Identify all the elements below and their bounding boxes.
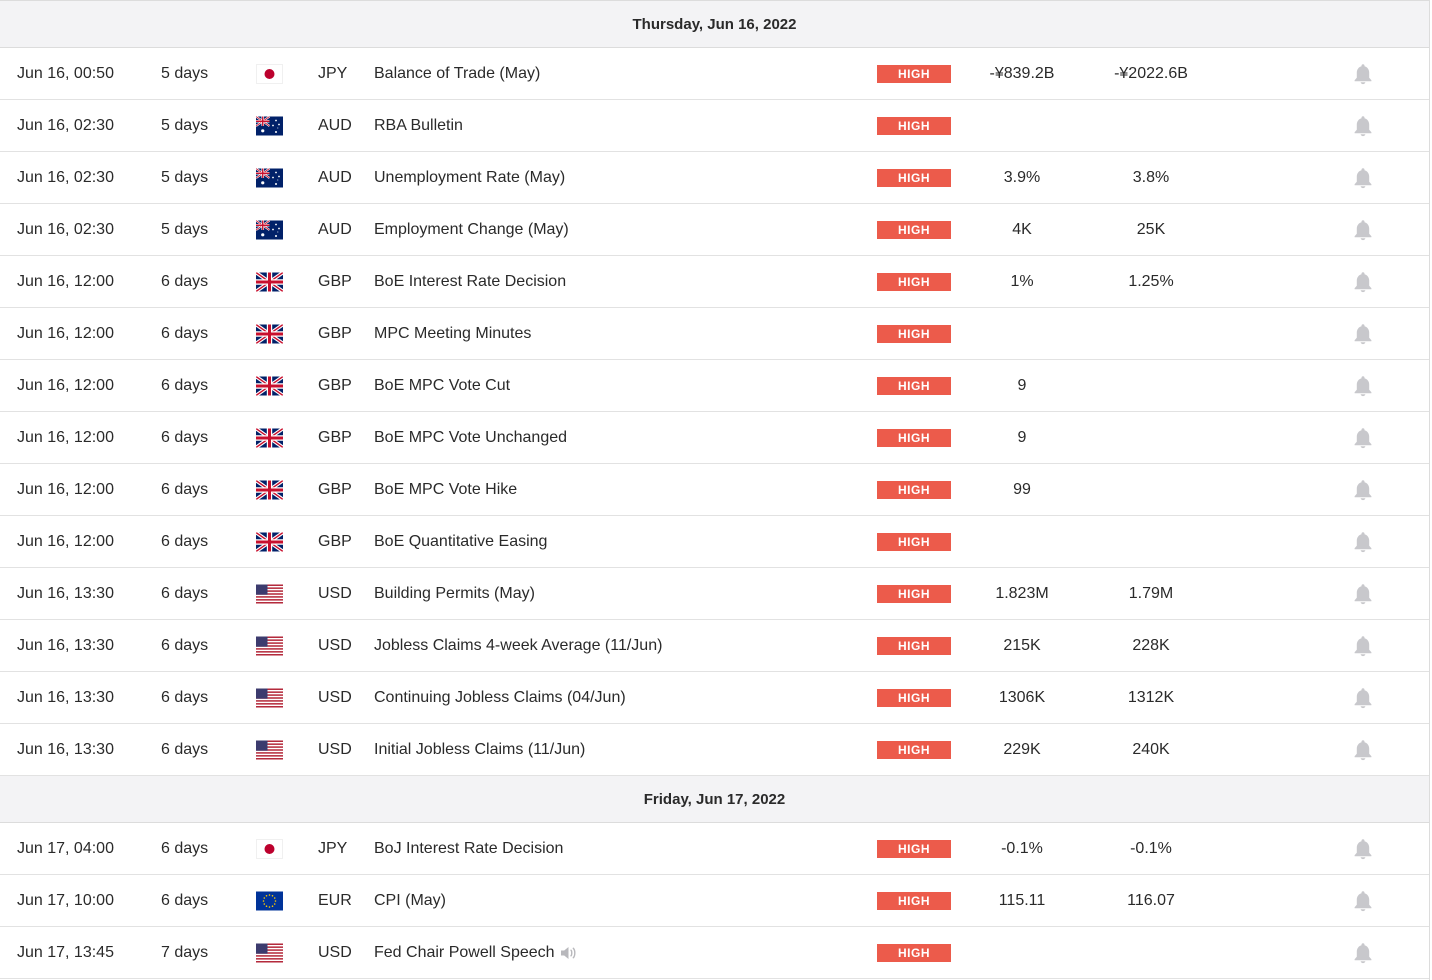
- event-name-text: Balance of Trade (May): [374, 64, 541, 82]
- actual-value: 215K: [1003, 636, 1041, 654]
- forecast-value: 116.07: [1127, 891, 1175, 909]
- actual-value: 115.11: [998, 891, 1046, 909]
- impact-badge: HIGH: [877, 169, 951, 187]
- forecast-value: 1.25%: [1128, 272, 1174, 290]
- impact-badge: HIGH: [877, 689, 951, 707]
- impact-badge: HIGH: [877, 585, 951, 603]
- time-remaining: 6 days: [161, 376, 209, 394]
- event-name[interactable]: [374, 221, 569, 239]
- table-row[interactable]: [0, 256, 1429, 308]
- table-row[interactable]: [0, 360, 1429, 412]
- jp-flag-icon: [256, 839, 283, 858]
- currency-code: USD: [318, 688, 352, 706]
- bell-icon[interactable]: [1352, 270, 1374, 294]
- actual-value: 1.823M: [995, 584, 1049, 602]
- table-row[interactable]: [0, 927, 1429, 979]
- jp-flag-icon: [256, 64, 283, 83]
- time-remaining: 5 days: [161, 116, 209, 134]
- currency-code: USD: [318, 740, 352, 758]
- impact-badge: HIGH: [877, 377, 951, 395]
- forecast-value: 3.8%: [1132, 168, 1170, 186]
- time-remaining: 6 days: [161, 636, 209, 654]
- event-name[interactable]: [374, 689, 626, 707]
- day-header: Thursday, Jun 16, 2022: [0, 1, 1429, 48]
- event-name[interactable]: [374, 585, 535, 603]
- time-remaining: 6 days: [161, 740, 209, 758]
- event-name[interactable]: [374, 325, 531, 343]
- event-time: Jun 16, 12:00: [17, 480, 114, 498]
- gb-flag-icon: [256, 532, 283, 551]
- bell-icon[interactable]: [1352, 166, 1374, 190]
- impact-badge: HIGH: [877, 637, 951, 655]
- event-name[interactable]: [374, 65, 540, 83]
- event-name-text: Initial Jobless Claims (11/Jun): [374, 740, 586, 758]
- us-flag-icon: [256, 740, 283, 759]
- impact-badge: HIGH: [877, 65, 951, 83]
- currency-code: GBP: [318, 376, 352, 394]
- currency-code: GBP: [318, 480, 352, 498]
- bell-icon[interactable]: [1352, 941, 1374, 965]
- event-name-text: Employment Change (May): [374, 220, 569, 238]
- currency-code: AUD: [318, 116, 352, 134]
- bell-icon[interactable]: [1352, 478, 1374, 502]
- bell-icon[interactable]: [1352, 686, 1374, 710]
- table-row[interactable]: [0, 100, 1429, 152]
- gb-flag-icon: [256, 428, 283, 447]
- actual-value: 4K: [1012, 220, 1032, 238]
- event-time: Jun 16, 13:30: [17, 740, 114, 758]
- event-name-text: RBA Bulletin: [374, 116, 463, 134]
- event-name[interactable]: [374, 892, 446, 910]
- event-name-text: Jobless Claims 4-week Average (11/Jun): [374, 636, 663, 654]
- event-name-text: BoE Quantitative Easing: [374, 532, 548, 550]
- impact-badge: HIGH: [877, 741, 951, 759]
- event-time: Jun 16, 00:50: [17, 64, 114, 82]
- au-flag-icon: [256, 168, 283, 187]
- bell-icon[interactable]: [1352, 582, 1374, 606]
- event-name-text: MPC Meeting Minutes: [374, 324, 532, 342]
- event-name-text: BoE MPC Vote Hike: [374, 480, 518, 498]
- forecast-value: -0.1%: [1130, 839, 1172, 857]
- time-remaining: 5 days: [161, 168, 209, 186]
- impact-badge: HIGH: [877, 944, 951, 962]
- actual-value: 3.9%: [1003, 168, 1041, 186]
- bell-icon[interactable]: [1352, 889, 1374, 913]
- table-row[interactable]: [0, 308, 1429, 360]
- currency-code: AUD: [318, 220, 352, 238]
- event-name[interactable]: [374, 429, 567, 447]
- impact-badge: HIGH: [877, 221, 951, 239]
- impact-badge: HIGH: [877, 325, 951, 343]
- event-time: Jun 16, 02:30: [17, 116, 114, 134]
- time-remaining: 6 days: [161, 272, 209, 290]
- gb-flag-icon: [256, 376, 283, 395]
- forecast-value: 240K: [1132, 740, 1170, 758]
- event-name[interactable]: [374, 481, 517, 499]
- event-name[interactable]: [374, 169, 565, 187]
- event-name[interactable]: [374, 840, 563, 858]
- currency-code: USD: [318, 584, 352, 602]
- bell-icon[interactable]: [1352, 322, 1374, 346]
- time-remaining: 5 days: [161, 64, 209, 82]
- impact-badge: HIGH: [877, 892, 951, 910]
- gb-flag-icon: [256, 272, 283, 291]
- time-remaining: 6 days: [161, 891, 209, 909]
- table-row[interactable]: [0, 672, 1429, 724]
- event-name[interactable]: [374, 273, 566, 291]
- table-row[interactable]: [0, 568, 1429, 620]
- bell-icon[interactable]: [1352, 530, 1374, 554]
- event-name-text: BoE Interest Rate Decision: [374, 272, 567, 290]
- event-name-text: Continuing Jobless Claims (04/Jun): [374, 688, 626, 706]
- time-remaining: 6 days: [161, 428, 209, 446]
- event-name[interactable]: [374, 944, 579, 962]
- event-time: Jun 16, 12:00: [17, 272, 114, 290]
- time-remaining: 7 days: [161, 943, 209, 961]
- impact-badge: HIGH: [877, 840, 951, 858]
- event-time: Jun 16, 12:00: [17, 324, 114, 342]
- table-row[interactable]: [0, 152, 1429, 204]
- eu-flag-icon: [256, 891, 283, 910]
- table-row[interactable]: [0, 724, 1429, 776]
- currency-code: GBP: [318, 272, 352, 290]
- impact-badge: HIGH: [877, 481, 951, 499]
- impact-badge: HIGH: [877, 273, 951, 291]
- table-row[interactable]: [0, 412, 1429, 464]
- event-time: Jun 17, 04:00: [17, 839, 114, 857]
- time-remaining: 6 days: [161, 532, 209, 550]
- impact-badge: HIGH: [877, 533, 951, 551]
- time-remaining: 6 days: [161, 584, 209, 602]
- event-time: Jun 17, 13:45: [17, 943, 114, 961]
- event-name[interactable]: [374, 741, 585, 759]
- event-name[interactable]: [374, 377, 510, 395]
- currency-code: GBP: [318, 324, 352, 342]
- table-row[interactable]: [0, 620, 1429, 672]
- us-flag-icon: [256, 943, 283, 962]
- table-row[interactable]: [0, 204, 1429, 256]
- impact-badge: HIGH: [877, 117, 951, 135]
- forecast-value: 1.79M: [1128, 584, 1174, 602]
- time-remaining: 6 days: [161, 688, 209, 706]
- event-time: Jun 16, 02:30: [17, 168, 114, 186]
- event-name-text: Unemployment Rate (May): [374, 168, 566, 186]
- actual-value: 1306K: [998, 688, 1046, 706]
- event-name-text: CPI (May): [374, 891, 446, 909]
- currency-code: USD: [318, 943, 352, 961]
- currency-code: GBP: [318, 428, 352, 446]
- currency-code: JPY: [318, 64, 348, 82]
- gb-flag-icon: [256, 480, 283, 499]
- forecast-value: -¥2022.6B: [1114, 64, 1188, 82]
- actual-value: 229K: [1003, 740, 1041, 758]
- currency-code: JPY: [318, 839, 348, 857]
- actual-value: -¥839.2B: [989, 64, 1055, 82]
- currency-code: AUD: [318, 168, 352, 186]
- au-flag-icon: [256, 220, 283, 239]
- table-row[interactable]: [0, 516, 1429, 568]
- event-time: Jun 16, 13:30: [17, 636, 114, 654]
- table-row[interactable]: [0, 464, 1429, 516]
- event-name-text: Building Permits (May): [374, 584, 535, 602]
- bell-icon[interactable]: [1352, 62, 1374, 86]
- us-flag-icon: [256, 584, 283, 603]
- event-time: Jun 16, 12:00: [17, 376, 114, 394]
- time-remaining: 6 days: [161, 324, 209, 342]
- us-flag-icon: [256, 688, 283, 707]
- bell-icon[interactable]: [1352, 218, 1374, 242]
- bell-icon[interactable]: [1352, 837, 1374, 861]
- time-remaining: 6 days: [161, 480, 209, 498]
- event-name[interactable]: [374, 637, 662, 655]
- bell-icon[interactable]: [1352, 374, 1374, 398]
- speaker-icon[interactable]: [559, 945, 579, 961]
- event-name-text: BoJ Interest Rate Decision: [374, 839, 564, 857]
- actual-value: 9: [1017, 376, 1027, 394]
- forecast-value: 25K: [1136, 220, 1166, 238]
- actual-value: 9: [1017, 428, 1027, 446]
- actual-value: 1%: [1010, 272, 1034, 290]
- event-time: Jun 16, 13:30: [17, 584, 114, 602]
- event-time: Jun 16, 12:00: [17, 532, 114, 550]
- time-remaining: 6 days: [161, 839, 209, 857]
- currency-code: EUR: [318, 891, 352, 909]
- currency-code: GBP: [318, 532, 352, 550]
- au-flag-icon: [256, 116, 283, 135]
- event-time: Jun 16, 02:30: [17, 220, 114, 238]
- table-row[interactable]: [0, 875, 1429, 927]
- bell-icon[interactable]: [1352, 738, 1374, 762]
- day-header: Friday, Jun 17, 2022: [0, 776, 1429, 823]
- bell-icon[interactable]: [1352, 426, 1374, 450]
- actual-value: -0.1%: [1001, 839, 1043, 857]
- forecast-value: 228K: [1132, 636, 1170, 654]
- bell-icon[interactable]: [1352, 634, 1374, 658]
- table-row[interactable]: [0, 823, 1429, 875]
- us-flag-icon: [256, 636, 283, 655]
- gb-flag-icon: [256, 324, 283, 343]
- table-row[interactable]: [0, 48, 1429, 100]
- event-name-text: Fed Chair Powell Speech: [374, 943, 555, 961]
- event-name[interactable]: [374, 117, 463, 135]
- forecast-value: 1312K: [1127, 688, 1175, 706]
- bell-icon[interactable]: [1352, 114, 1374, 138]
- event-name[interactable]: [374, 533, 547, 551]
- event-time: Jun 17, 10:00: [17, 891, 114, 909]
- event-time: Jun 16, 12:00: [17, 428, 114, 446]
- event-name-text: BoE MPC Vote Unchanged: [374, 428, 568, 446]
- time-remaining: 5 days: [161, 220, 209, 238]
- event-name-text: BoE MPC Vote Cut: [374, 376, 511, 394]
- impact-badge: HIGH: [877, 429, 951, 447]
- actual-value: 99: [1013, 480, 1031, 498]
- event-time: Jun 16, 13:30: [17, 688, 114, 706]
- currency-code: USD: [318, 636, 352, 654]
